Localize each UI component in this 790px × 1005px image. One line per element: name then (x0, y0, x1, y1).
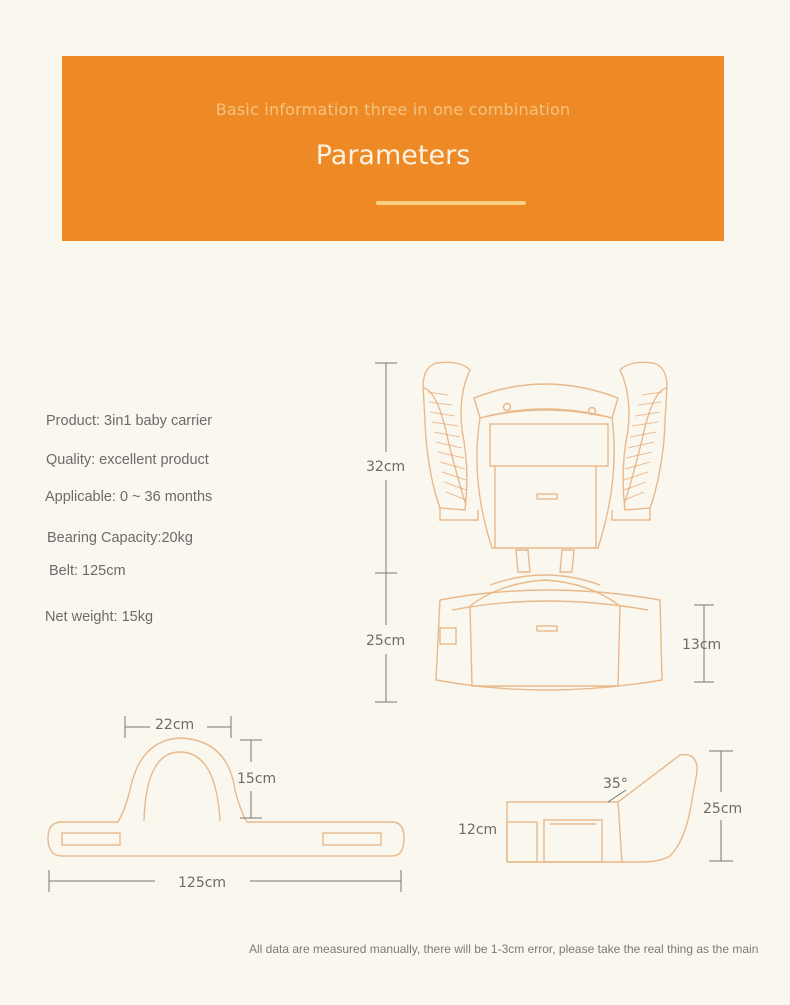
dim-side-thickness: 12cm (458, 822, 498, 838)
dim-seat-height: 25cm (366, 633, 406, 649)
belt-pad-dimension-lines (49, 716, 401, 892)
spec-applicable: Applicable: 0 ~ 36 months (45, 489, 213, 505)
measurement-note: All data are measured manually, there will be 1-3cm error, please take the real thing as the main (249, 942, 759, 956)
belt-pad-drawing (48, 738, 404, 856)
banner-title: Parameters (315, 140, 471, 171)
spec-bearing-capacity: Bearing Capacity:20kg (47, 530, 193, 546)
banner-subtitle: Basic information three in one combination (215, 100, 571, 119)
spec-belt: Belt: 125cm (49, 563, 126, 579)
carrier-front-drawing (375, 362, 714, 702)
spec-net-weight: Net weight: 15kg (45, 609, 154, 625)
spec-quality: Quality: excellent product (46, 452, 209, 468)
dim-pad-width: 22cm (155, 717, 195, 733)
spec-product: Product: 3in1 baby carrier (46, 413, 213, 429)
dim-seat-depth: 13cm (682, 637, 722, 653)
strap-mesh-texture (428, 392, 662, 500)
dim-seat-angle: 35° (603, 776, 628, 792)
dim-side-height: 25cm (703, 801, 743, 817)
dim-carrier-height: 32cm (366, 459, 406, 475)
dim-belt-length: 125cm (178, 875, 227, 891)
hip-seat-side-drawing (507, 755, 697, 862)
dim-pad-height: 15cm (237, 771, 277, 787)
